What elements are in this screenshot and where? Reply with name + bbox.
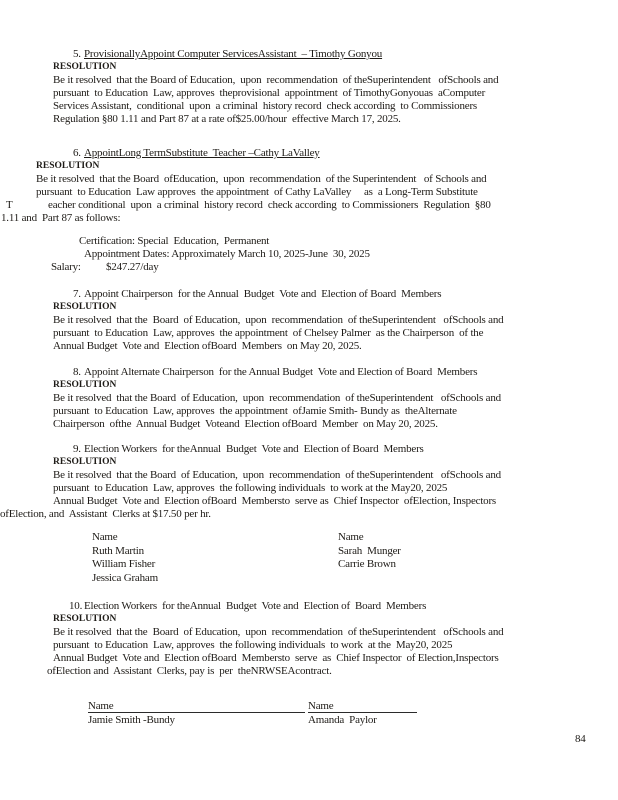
appointment-details (0, 235, 618, 274)
page-number: 84 (575, 733, 586, 745)
salary-value: $247.27/day (106, 261, 159, 273)
name-column (92, 531, 158, 585)
body-line: pursuant to Education Law, approves theprovisional appointment of TimothyGonyouas aComputer (53, 87, 486, 99)
agenda-item-8 (0, 366, 618, 431)
body-line: pursuant to Education Law approves the appointment of Cathy LaValley as a Long-Term Substitute (36, 186, 478, 198)
certification-line: Certification: Special Education, Permanent (79, 235, 270, 247)
body-line: Be it resolved that the Board of Education, upon recommendation of theSuperintendent ofSchools and (53, 469, 501, 481)
item-title-line (0, 147, 618, 160)
agenda-item-5 (0, 48, 618, 126)
item-title: AppointLong TermSubstitute Teacher –Cathy LaValley (84, 147, 320, 159)
name-column (88, 700, 305, 727)
body-line: Be it resolved that the Board of Education, upon recommendation of theSuperintendent ofSchools and (53, 74, 499, 86)
body-line: Be it resolved that the Board of Education, upon recommendation of theSuperintendent ofSchools and (53, 626, 504, 638)
body-line: 1.11 and Part 87 as follows: (1, 212, 121, 224)
name-column-header: Name (88, 700, 305, 712)
name-cell: Amanda Paylor (308, 714, 377, 726)
name-column-header: Name (308, 700, 417, 712)
agenda-item-6 (0, 147, 618, 225)
name-cell: William Fisher (92, 558, 156, 570)
item-title-line (0, 443, 618, 456)
item-number: 10. (69, 600, 83, 612)
body-line: Regulation §80 1.11 and Part 87 at a rate of$25.00/hour effective March 17, 2025. (53, 113, 401, 125)
name-cell: Jessica Graham (92, 571, 158, 584)
item-number: 5. (73, 48, 81, 60)
resolution-label: RESOLUTION (36, 161, 100, 171)
body-line: Be it resolved that the Board ofEducation, upon recommendation of the Superintendent of Schools and (36, 173, 487, 185)
item-number: 8. (73, 366, 81, 378)
body-line: pursuant to Education Law, approves the following individuals to work at the May20, 2025 (53, 482, 448, 494)
name-cell: Ruth Martin (92, 544, 144, 557)
item-title-line (0, 48, 618, 61)
body-line: Be it resolved that the Board of Education, upon recommendation of theSuperintendent ofSchools and (53, 392, 501, 404)
body-line: ofElection, and Assistant Clerks at $17.50 per hr. (0, 508, 211, 520)
item-title-line (0, 366, 618, 379)
item-title: ProvisionallyAppoint Computer ServicesAssistant – Timothy Gonyou (84, 48, 383, 60)
appointment-dates-line: Appointment Dates: Approximately March 10, 2025-June 30, 2025 (84, 248, 370, 260)
name-cell: Jamie Smith -Bundy (88, 714, 175, 726)
item-title: Appoint Chairperson for the Annual Budget Vote and Election of Board Members (84, 288, 442, 300)
name-cell: Carrie Brown (338, 558, 396, 570)
resolution-label: RESOLUTION (53, 62, 117, 72)
item-number: 6. (73, 147, 81, 159)
salary-line (0, 261, 618, 274)
name-cell: Sarah Munger (338, 544, 401, 557)
body-line: pursuant to Education Law, approves the following individuals to work at the May20, 2025 (53, 639, 453, 651)
body-line: Services Assistant, conditional upon a criminal history record check according to Commissioners (53, 100, 477, 112)
item-title: Election Workers for theAnnual Budget Vote and Election of Board Members (84, 443, 424, 455)
agenda-item-10 (0, 600, 618, 678)
body-line: Annual Budget Vote and Election ofBoard Membersto serve as Chief Inspector ofElection, Inspectors (53, 495, 497, 507)
name-column-header: Name (338, 531, 364, 543)
body-line: pursuant to Education Law, approves the appointment ofJamie Smith- Bundy as theAlternate (53, 405, 457, 417)
salary-label: Salary: (51, 261, 81, 273)
item-number: 7. (73, 288, 81, 300)
name-column (338, 531, 401, 572)
item-title-line (0, 288, 618, 301)
body-line: Annual Budget Vote and Election ofBoard Membersto serve as Chief Inspector of Election,Inspectors (53, 652, 499, 664)
item-title-line (0, 600, 618, 613)
item-title: Appoint Alternate Chairperson for the Annual Budget Vote and Election of Board Members (84, 366, 478, 378)
item-number: 9. (73, 443, 81, 455)
resolution-label: RESOLUTION (53, 302, 117, 312)
body-line: Be it resolved that the Board of Education, upon recommendation of theSuperintendent ofSchools and (53, 314, 504, 326)
resolution-label: RESOLUTION (53, 614, 117, 624)
agenda-item-9 (0, 443, 618, 521)
resolution-label: RESOLUTION (53, 380, 117, 390)
body-line: pursuant to Education Law, approves the appointment of Chelsey Palmer as the Chairperson of the (53, 327, 484, 339)
agenda-item-7 (0, 288, 618, 353)
body-line: Annual Budget Vote and Election ofBoard Members on May 20, 2025. (53, 340, 362, 352)
item-title: Election Workers for theAnnual Budget Vote and Election of Board Members (84, 600, 427, 612)
name-column-header: Name (92, 531, 118, 543)
name-column (308, 700, 417, 727)
body-line: ofElection and Assistant Clerks, pay is per theNRWSEAcontract. (47, 665, 332, 677)
body-line: T eacher conditional upon a criminal history record check according to Commissioners Regulation §80 (6, 199, 491, 211)
resolution-label: RESOLUTION (53, 457, 117, 467)
body-line: Chairperson ofthe Annual Budget Voteand Election ofBoard Member on May 20, 2025. (53, 418, 438, 430)
